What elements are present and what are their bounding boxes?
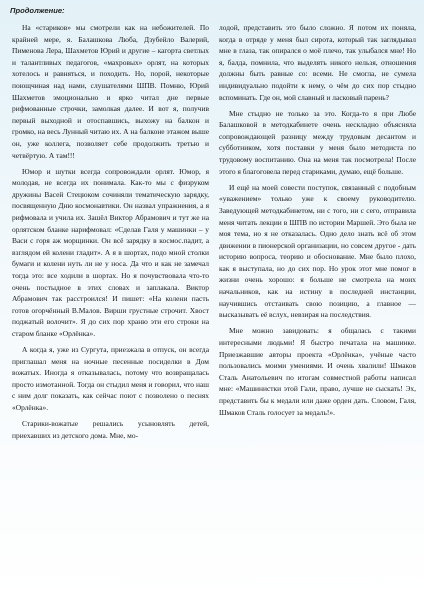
paragraph: Мне можно завидовать: я общалась с такими интересными людьми! Я быстро печатала на машинке. Приезжавшие авторы проекта «Орлёнка», учёные часто пользовались моими умениями. И очень хвалили! Шмаков Сталь Анатольевич по итогам совместной работы написал мне: «Машинистки этой Гали, право, лучше не сыскать! Эх, представить бы к медали или даже орден дать. Словом, Галя, Шмаков Сталь голосует за медаль!». (219, 326, 416, 417)
paragraph: Мне стыдно не только за это. Когда-то я при Любе Балашковой в методкабинете очень нескладно объясняла сопровождающей разницу между трудовым десантом и субботником, хотя поставки у меня было методиста по трудовому воспитанию. Она на меня так посмотрела! После этого я благоговела перед стариками, думаю, ещё больше. (219, 108, 416, 176)
left-column (12, 22, 209, 592)
text-columns (12, 22, 416, 592)
paragraph: лодой, представить это было сложно. Я потом их поняла, когда в отряде у меня был сирота, который так заглядывал мне в глаза, так опирался о моё плечо, так улыбался мне! Но я, балда, помнила, что выделять никого нельзя, отношения должны быть равные со: всеми. Не смогла, не сумела индивидуально подойти к нему, о чём до сих пор стыдно вспоминать. Где он, мой славный и ласковый парень? (219, 23, 416, 102)
paragraph: И ещё на моей совести поступок, связанный с подобным «уважением» только уже к своему руководителю. Заведующей методкабинетом, ни с того, ни с сего, отправила меня читать лекции в ШПВ по истории Маршей. Это была не моя тема, но я не отказалась. Одно дело знать всё об этом движении в пионерской организации, но совсем другое - дать историю вопроса, теорию и обоснование. Мне было плохо, как я выступала, но до сих пор. Но урок этот мне помог в жизни очень хорошо: я больше не смотрела на моих начальников, как на истину в последней инстанции, научившись отстаивать свою позицию, а главное — высказывать её вслух, невзирая на последствия. (219, 182, 416, 320)
paragraph: Старики-вожатые решались усыновлять детей, приехавших из детского дома. Мне, мо- (12, 419, 209, 440)
paragraph: Юмор и шутки всегда сопровождали орлят. Юмор, я молодая, не всегда их понимала. Как-то мы с физруком дружины Васей Стецюком сочиняли тематическую зарядку, посвященную Дню космонавтики. Он назвал упражнения, а я рифмовала и учила их. Зашёл Виктор Абрамович и тут же на орлятском бланке нарифмовал: «Сделав Галя у машинки – у Васи с горя аж морщинки. Он всё зарядку в космос.падит, а взглядом ей колени гладит». А я в шортах, подо мной столки бумаги и колени нуть ли не у носа. Да что и как не замечал тогда это: все ходили в шортах. Но я почувствовала что-то очень постыдное в этих словах и заплакала. Виктор Абрамович так расстроился! И пишет: «На колени пасть готов огорчённый В.Малов. Вирши грустные строчит. Хвост поджатый волочит». Я до сих пор храню эти его строки на старом бланке «Орлёнка». (12, 166, 209, 338)
paragraph: На «стариков» мы смотрели как на небожителей. По крайней мере, я. Балашкова Люба, Дзубейло Валерий, Пименова Лера, Шахметов Юрий и другие – кагорта светлых и талантливых педагогов, «махровых» орлят, на которых хотелось и равняться, и походить. Но, порой, некоторые поющчиная над нами, слушателями ШПВ. Помню, Юрий Шахметов эмоционально и ярко читал дне первые рифмованные строчки, замолкая далее. И вот я, получив первый выходной и отоспавшись, выхожу на балкон и громко, на весь Лунный читаю их. А на балконе этажом выше он, уже коллега, позволяет себе продолжить третью и четвёртую. А там!!! (12, 23, 209, 160)
right-column (219, 22, 416, 592)
paragraph: А когда я, уже из Сургута, приезжала в отпуск, он всегда приглашал меня на ночные песенные посиделки в Дом вожатых. Иногда я отказывалась, потому что возвращалась просто измотанной. Тогда он стыдил меня и говорил, что наш с ним долг показать, как сейчас поют с позволено о песнях «Орлёнка». (12, 345, 209, 412)
continuation-label: Продолжение: (10, 6, 65, 15)
